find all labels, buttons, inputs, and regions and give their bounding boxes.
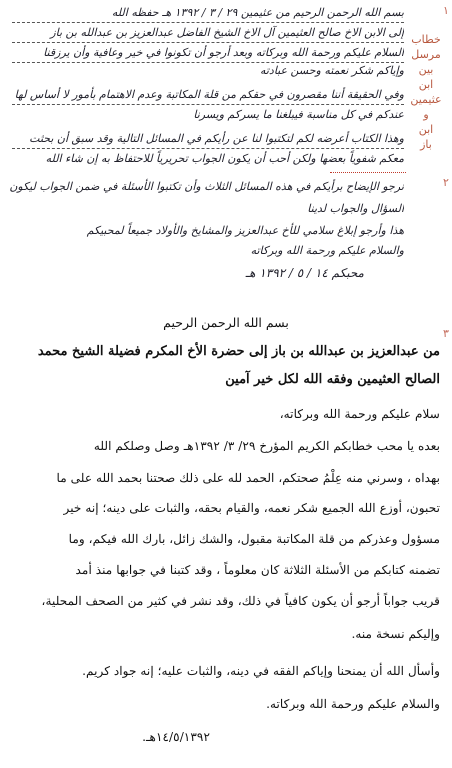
handwritten-letter-section-2 [4, 176, 404, 286]
line-rule [12, 148, 404, 149]
section-number-1: ١ [443, 4, 449, 17]
letter-body-line: تحبون، أوزع الله الجميع شكر نعمه، والقيام بحقه، والثبات على دينه؛ إنه خير [63, 501, 440, 515]
label-word: و [423, 108, 429, 121]
section-label-letter-between-ibn-uthaymeen-and-ibn-baz [403, 32, 449, 152]
section-number-2: ٢ [443, 176, 449, 189]
letter-body-line: قريب جواباً أرجو أن يكون كافياً في ذلك، وقد نشر في كثير من الصحف المحلية، [41, 594, 440, 608]
label-word: خطاب [411, 33, 441, 46]
label-word: ابن [418, 78, 434, 91]
handwritten-line: وهذا الكتاب أعرضه لكم لتكتبوا لنا عن رأيكم في المسائل التالية وقد سبق أن بحثت [29, 132, 404, 145]
handwritten-line: والسلام عليكم ورحمة الله وبركاته [250, 244, 404, 257]
line-rule [12, 22, 404, 23]
handwritten-line: بسم الله الرحمن الرحيم من عثيمين ٢٩ / ٣ / ١٣٩٢ هـ حفظه الله [111, 6, 404, 19]
handwritten-line: وإياكم شكر نعمته وحسن عبادته [259, 64, 404, 77]
letter-body-line: مسؤول وعذركم من قلة المكاتبة مقبول، والشك زائل، بارك الله فيكم، وما [68, 532, 440, 546]
handwritten-line: عندكم في كل مناسبة فيبلغنا ما يسركم ويسرنا [193, 108, 404, 121]
label-word: مرسل [411, 48, 441, 61]
section-number-3: ٣ [443, 327, 449, 340]
label-word: ابن [418, 123, 434, 136]
handwritten-line: هذا وأرجو إبلاغ سلامي للأخ عبدالعزيز والمشايخ والأولاد جميعاً لمحبيكم [86, 224, 404, 237]
letter-heading-line-1: من عبدالعزيز بن عبدالله بن باز إلى حضرة الأخ المكرم فضيلة الشيخ محمد [37, 344, 440, 359]
section-divider [330, 172, 406, 173]
handwritten-line: وفي الحقيقة أننا مقصرون في حقكم من قلة المكاتبة وعدم الاهتمام بأمور لا أساس لها [14, 88, 404, 101]
handwritten-line: معكم شفوياً بعضها ولكن أحب أن يكون الجواب تحريرياً للاحتفاظ به إن شاء الله [45, 152, 404, 165]
letter-body-line: بهداه ، وسرني منه عِلْمُ صحتكم، الحمد لله على ذلك صحتنا بحمد الله على ما [56, 471, 440, 485]
letter-closing-salam: والسلام عليكم ورحمة الله وبركاته. [266, 697, 440, 711]
letter-closing-dua: وأسأل الله أن يمنحنا وإياكم الفقه في دينه، والثبات عليه؛ إنه جواد كريم. [82, 664, 440, 678]
line-rule [12, 62, 404, 63]
letter-body-line: بعده يا محب خطابكم الكريم المؤرخ ٢٩/ ٣/ ١٣٩٢هـ وصل وصلكم الله [93, 439, 440, 453]
letter-date: ١٤/٥/١٣٩٢هـ. [142, 730, 210, 744]
line-rule [12, 104, 404, 105]
letter-heading-line-2: الصالح العثيمين وفقه الله لكل خير آمين [225, 372, 440, 387]
label-word: عثيمين [410, 93, 442, 106]
handwritten-line: إلى الابن الاخ صالح العثيمين آل الاخ الشيخ الفاضل عبدالعزيز بن عبدالله بن باز [50, 26, 404, 39]
line-rule [12, 42, 404, 43]
handwritten-letter-section-1 [4, 4, 404, 169]
label-word: بين [418, 63, 434, 76]
handwritten-line: السلام عليكم ورحمة الله وبركاته وبعد أرجو أن تكونوا في خير وعافية وأن يرزقنا [43, 46, 404, 59]
label-word: باز [420, 138, 432, 151]
handwritten-line: السؤال والجواب لدينا [307, 202, 404, 215]
letter-greeting: سلام عليكم ورحمة الله وبركاته، [279, 407, 440, 421]
handwritten-signature-date: محبكم ١٤ / ٥ / ١٣٩٢ هـ [245, 266, 364, 280]
basmala: بسم الله الرحمن الرحيم [163, 315, 289, 330]
handwritten-line: نرجو الإيضاح برأيكم في هذه المسائل الثلاث وأن تكتبوا الأسئلة في ضمن الجواب ليكون [9, 180, 404, 193]
letter-body-line: وإليكم نسخة منه. [351, 627, 440, 641]
letter-body-line: تضمنه كتابكم من الأسئلة الثلاثة كان معلوماً ، وقد كتبنا في جوابها منذ أمد [75, 563, 440, 577]
